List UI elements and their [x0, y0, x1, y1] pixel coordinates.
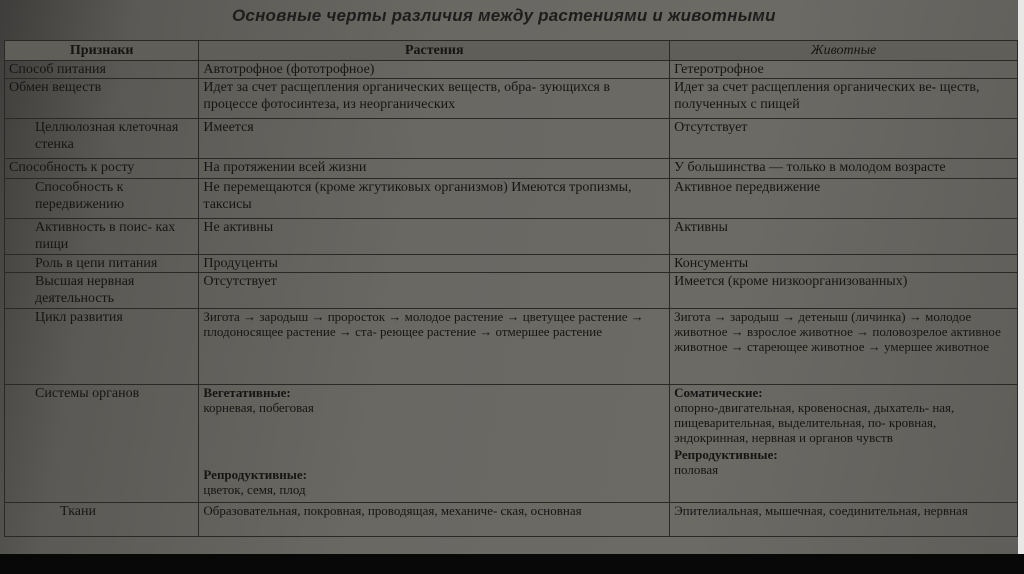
animals-rep: половая [674, 462, 719, 477]
table-row-tissues [5, 503, 1018, 537]
row-plants: Не перемещаются (кроме жгутиковых организмов) Имеются тропизмы, таксисы [199, 179, 670, 219]
header-plants: Растения [199, 41, 670, 61]
row-animals: Активны [670, 219, 1018, 255]
page-title: Основные черты различия между растениями и животными [232, 6, 776, 25]
row-sign: Способность к передвижению [5, 179, 199, 219]
row-sign: Цикл развития [5, 309, 199, 385]
table-row [5, 219, 1018, 255]
plants-rep-label: Репродуктивные: [203, 467, 307, 482]
page-edge [1018, 0, 1024, 574]
row-animals: Гетеротрофное [670, 61, 1018, 79]
row-plants: Идет за счет расщепления органических веществ, обра- зующихся в процессе фотосинтеза, из неорганических [199, 79, 670, 119]
animals-som-label: Соматические: [674, 385, 763, 400]
tissues-plants: Образовательная, покровная, проводящая, механиче- ская, основная [199, 503, 670, 537]
organs-animals [670, 385, 1018, 503]
row-animals: Идет за счет расщепления органических ве- ществ, полученных с пищей [670, 79, 1018, 119]
table-row-organs [5, 385, 1018, 503]
row-sign: Способность к росту [5, 159, 199, 179]
table-row [5, 119, 1018, 159]
row-animals: У большинства — только в молодом возрасте [670, 159, 1018, 179]
table-row [5, 255, 1018, 273]
row-plants: Продуценты [199, 255, 670, 273]
table-row [5, 309, 1018, 385]
table-row [5, 179, 1018, 219]
tissues-animals: Эпителиальная, мышечная, соединительная, нервная [670, 503, 1018, 537]
header-sign: Признаки [5, 41, 199, 61]
row-plants: Не активны [199, 219, 670, 255]
row-plants: Автотрофное (фототрофное) [199, 61, 670, 79]
row-animals: Зигота → зародыш → детеныш (личинка) → молодое животное → взрослое животное → половозрелое активное животное → стареющее животное → умершее животное [670, 309, 1018, 385]
header-row [5, 41, 1018, 61]
row-sign: Целлюлозная клеточная стенка [5, 119, 199, 159]
comparison-table [4, 40, 1018, 537]
table-row [5, 61, 1018, 79]
row-plants: Зигота → зародыш → проросток → молодое растение → цветущее растение → плодоносящее растение → ста- реющее растение → отмершее растение [199, 309, 670, 385]
bottom-bar [0, 554, 1024, 574]
row-plants: На протяжении всей жизни [199, 159, 670, 179]
plants-rep: цветок, семя, плод [203, 482, 306, 497]
animals-som: опорно-двигательная, кровеносная, дыхатель- ная, пищеварительная, выделительная, по- кровная, эндокринная, нервная и органов чувств [674, 400, 955, 445]
table-row [5, 79, 1018, 119]
organs-sign: Системы органов [5, 385, 199, 503]
table-row [5, 159, 1018, 179]
row-animals: Активное передвижение [670, 179, 1018, 219]
row-sign: Роль в цепи питания [5, 255, 199, 273]
row-animals: Отсутствует [670, 119, 1018, 159]
plants-veg-label: Вегетативные: [203, 385, 291, 400]
row-sign: Высшая нервная деятельность [5, 273, 199, 309]
row-animals: Консументы [670, 255, 1018, 273]
row-animals: Имеется (кроме низкоорганизованных) [670, 273, 1018, 309]
plants-veg: корневая, побеговая [203, 400, 314, 415]
table-row [5, 273, 1018, 309]
row-sign: Способ питания [5, 61, 199, 79]
row-plants: Отсутствует [199, 273, 670, 309]
animals-rep-label: Репродуктивные: [674, 447, 778, 462]
row-sign: Обмен веществ [5, 79, 199, 119]
header-animals: Животные [670, 41, 1018, 61]
row-sign: Активность в поис- ках пищи [5, 219, 199, 255]
organs-plants [199, 385, 670, 503]
tissues-sign: Ткани [5, 503, 199, 537]
row-plants: Имеется [199, 119, 670, 159]
